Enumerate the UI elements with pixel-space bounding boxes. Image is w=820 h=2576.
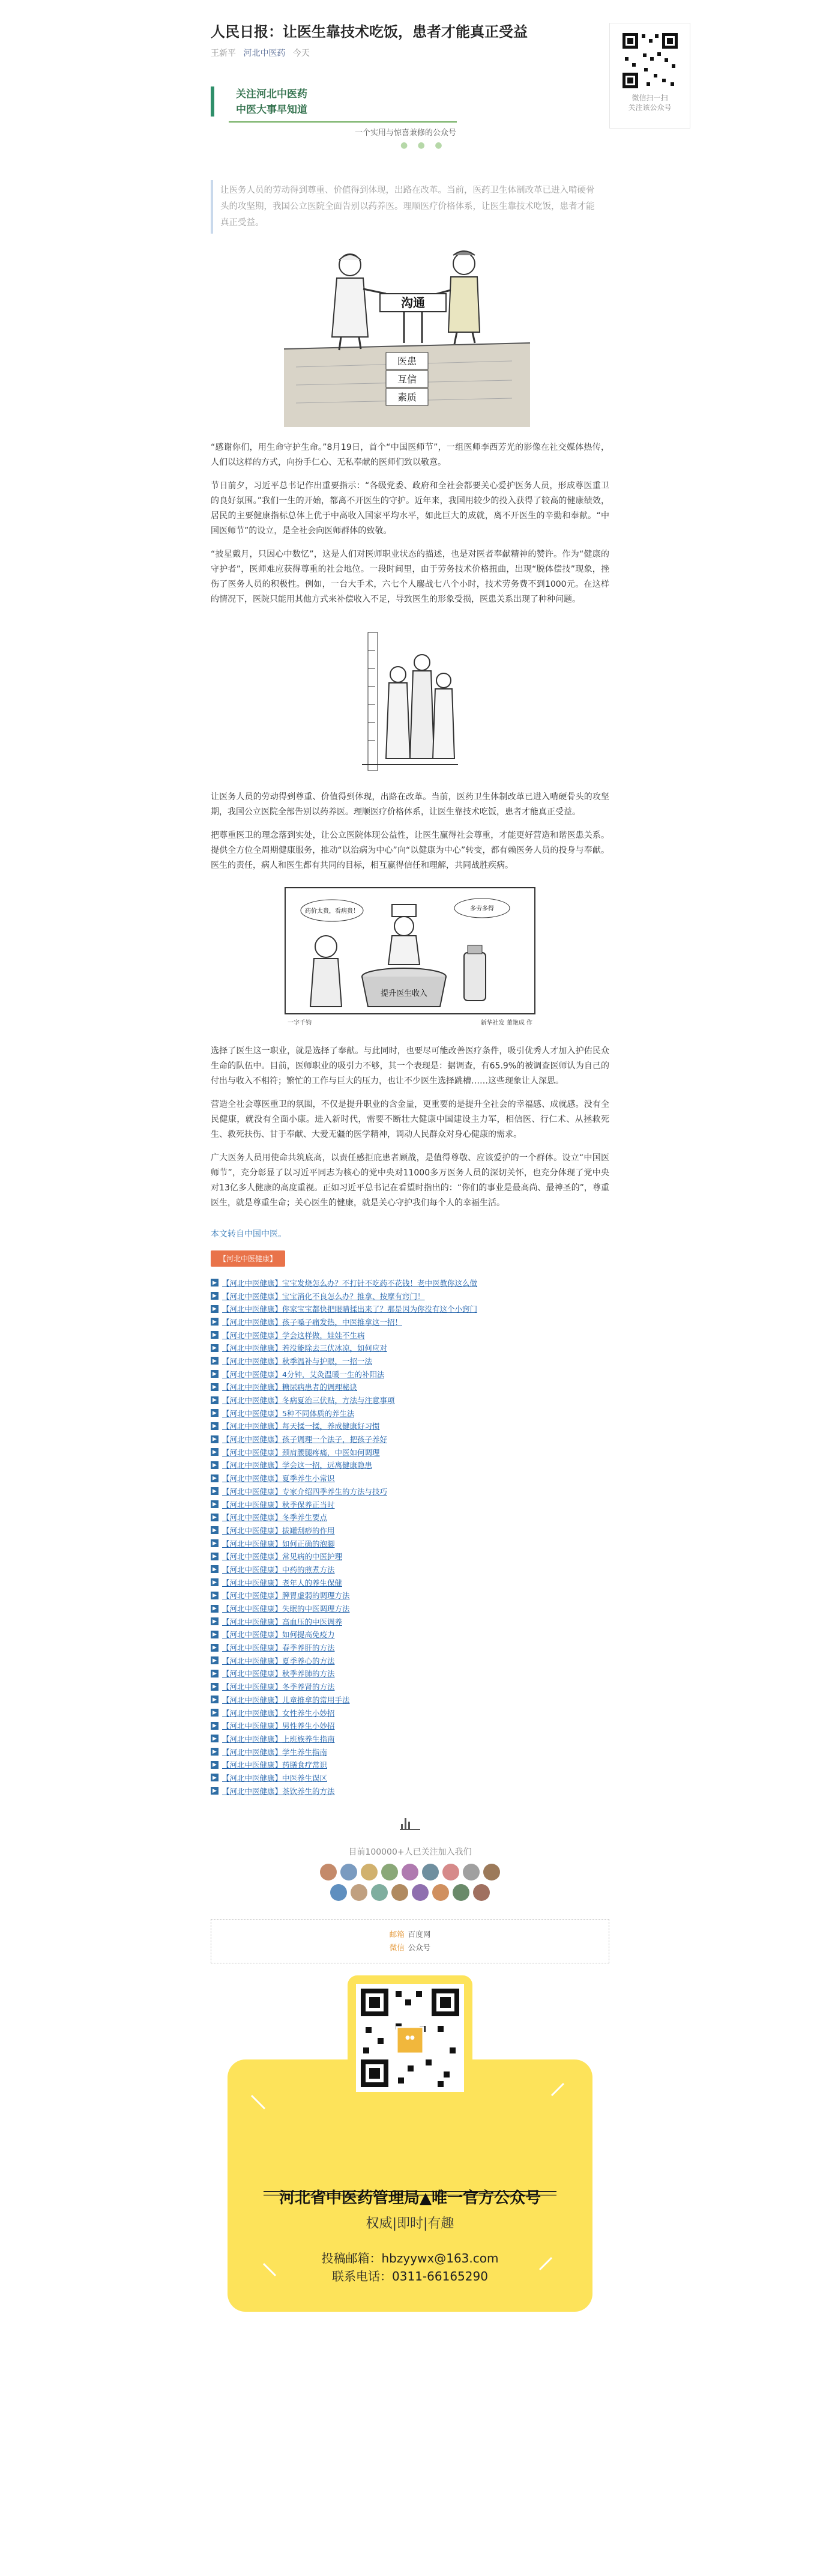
play-bullet-icon <box>211 1774 219 1781</box>
avatar <box>442 1864 459 1880</box>
avatar <box>453 1884 469 1901</box>
play-bullet-icon <box>211 1292 219 1300</box>
related-link-text[interactable]: 【河北中医健康】儿童推拿的常用手法 <box>222 1695 350 1705</box>
play-bullet-icon <box>211 1722 219 1730</box>
play-bullet-icon <box>211 1422 219 1430</box>
play-bullet-icon <box>211 1565 219 1573</box>
paragraph: “披星戴月，只因心中数忆”，这是人们对医师职业状态的描述，也是对医者奉献精神的赞许。作为“健康的守护者”，医师难应获得尊重的社会地位。一段时间里，由于劳务技术价格扭曲，出现“脱体偿技”现象，挫伤了医务人员的积极性。例如，一台大手术，六七个人鏖战七八个小时，技术劳务费不到1000元。在这样的情况下，医院只能用其他方式来补偿收入不足，导致医生的形象受损，医患关系出现了种种问题。 <box>211 550 609 604</box>
avatar <box>391 1884 408 1901</box>
email-value[interactable]: hbzyywx@163.com <box>381 2250 499 2265</box>
play-bullet-icon <box>211 1370 219 1378</box>
avatar <box>320 1864 337 1880</box>
article-summary: 让医务人员的劳动得到尊重、价值得到体现，出路在改革。当前，医药卫生体制改革已进入啃硬骨头的攻坚期，我国公立医院全面告别以药养医。理顺医疗价格体系，让医生靠技术吃饭，患者才能真正受益。 <box>211 180 609 234</box>
banner-line2: 中医大事早知道 <box>236 104 307 116</box>
related-link[interactable] <box>211 1341 609 1354</box>
related-link[interactable] <box>211 1381 609 1394</box>
avatar <box>381 1864 398 1880</box>
banner-line1: 关注河北中医药 <box>236 88 307 100</box>
play-bullet-icon <box>211 1396 219 1404</box>
related-link-text[interactable]: 【河北中医健康】拔罐刮痧的作用 <box>222 1526 335 1535</box>
paragraph: 选择了医生这一职业，就是选择了奉献。与此同时，也要尽可能改善医疗条件，吸引优秀人才加入护佑民众生命的队伍中。目前，医师职业的吸引力不够，其一个表现是：据调查，有65.9%的被调查医师认为自己的付出与收入不相符；繁忙的工作与巨大的压力，也让不少医生选择跳槽……这些现象让人深思。 <box>211 1046 609 1086</box>
avatar <box>412 1884 429 1901</box>
related-link-text[interactable]: 【河北中医健康】你家宝宝都快把眼睛揉出来了？那是因为你没有这个小窍门 <box>222 1305 478 1314</box>
related-link[interactable] <box>211 1459 609 1472</box>
related-link-text[interactable]: 【河北中医健康】冬季养肾的方法 <box>222 1682 335 1692</box>
avatar <box>432 1884 449 1901</box>
related-link-text[interactable]: 【河北中医健康】宝宝发烧怎么办？不打针不吃药不花钱！老中医教你这么做 <box>222 1278 478 1288</box>
related-link-text[interactable]: 【河北中医健康】宝宝消化不良怎么办？推拿、按摩有窍门！ <box>222 1291 425 1301</box>
related-link[interactable] <box>211 1276 609 1290</box>
paragraph: 把尊重医卫的理念落到实处，让公立医院体现公益性，让医生赢得社会尊重，才能更好营造和谐医患关系。提供全方位全周期健康服务，推动“以治病为中心”向“以健康为中心”转变，都有赖医务人员的投身与奉献。医生的责任，病人和医生都有共同的目标，相互赢得信任和理解，共同战胜疾病。 <box>211 831 609 870</box>
related-link[interactable] <box>211 1680 609 1693</box>
pot-label: 提升医生收入 <box>380 989 428 998</box>
related-link-text[interactable]: 【河北中医健康】失眠的中医调理方法 <box>222 1604 350 1614</box>
related-link-text[interactable]: 【河北中医健康】每天揉一揉，养成健康好习惯 <box>222 1422 380 1431</box>
play-bullet-icon <box>211 1526 219 1534</box>
banner-stripe <box>211 86 214 117</box>
qr-code-icon <box>620 31 680 91</box>
related-link[interactable] <box>211 1667 609 1680</box>
related-link-text[interactable]: 【河北中医健康】男性养生小妙招 <box>222 1721 335 1731</box>
cartoon-doctors-height <box>211 620 609 777</box>
related-link[interactable] <box>211 1537 609 1550</box>
play-bullet-icon <box>211 1617 219 1625</box>
related-link-text[interactable]: 【河北中医健康】孩子嗓子痛发热，中医推拿这一招！ <box>222 1317 403 1327</box>
play-bullet-icon <box>211 1696 219 1703</box>
related-link-text[interactable]: 【河北中医健康】常见病的中医护理 <box>222 1552 343 1562</box>
related-link-text[interactable]: 【河北中医健康】冬季养生要点 <box>222 1513 328 1523</box>
related-link-text[interactable]: 【河北中医健康】5种不同体质的养生法 <box>222 1408 355 1418</box>
avatar <box>463 1864 480 1880</box>
related-link-text[interactable]: 【河北中医健康】茶饮养生的方法 <box>222 1786 335 1796</box>
related-link[interactable] <box>211 1393 609 1407</box>
related-link[interactable] <box>211 1407 609 1420</box>
article-meta <box>211 47 609 59</box>
avatar <box>402 1864 418 1880</box>
related-link-text[interactable]: 【河北中医健康】夏季养心的方法 <box>222 1656 335 1665</box>
qr-caption-1: 微信扫一扫 <box>632 94 668 102</box>
paragraph: 广大医务人员用使命共筑底高，以责任感拒庇患者顾战，是值得尊敬、应该爱护的一个群体。设立“中国医师节”，充分彰显了以习近平同志为核心的党中央对11000多万医务人员的深切关怀，也充分体现了党中央对13亿多人健康的高度重视。正如习近平总书记在看望时指出的：“你们的事业是最高尚、最神圣的”，尊重医生，就是尊重生命；关心医生的健康，就是关心守护我们每个人的幸福生活。 <box>211 1153 609 1208</box>
related-link-text[interactable]: 【河北中医健康】如何提高免疫力 <box>222 1630 335 1640</box>
related-link[interactable] <box>211 1576 609 1589</box>
related-link[interactable] <box>211 1432 609 1446</box>
related-link[interactable] <box>211 1420 609 1433</box>
related-link[interactable] <box>211 1485 609 1498</box>
promo-poster <box>211 1975 609 2312</box>
related-link[interactable] <box>211 1563 609 1576</box>
banner-rule <box>229 121 457 123</box>
related-link-text[interactable]: 【河北中医健康】中药的煎煮方法 <box>222 1565 335 1574</box>
avatar <box>330 1884 347 1901</box>
contact-value-2: 公众号 <box>408 1942 431 1952</box>
play-bullet-icon <box>211 1514 219 1521</box>
related-link[interactable] <box>211 1589 609 1602</box>
sign-text: 沟通 <box>401 295 425 310</box>
word-3: 素质 <box>397 392 417 403</box>
followers-count: 目前100000+人已关注加入我们 <box>348 1847 472 1857</box>
article-title: 人民日报：让医生靠技术吃饭，患者才能真正受益 <box>211 23 528 40</box>
related-link[interactable] <box>211 1329 609 1342</box>
contact-value-1: 百度网 <box>408 1929 431 1939</box>
play-bullet-icon <box>211 1344 219 1352</box>
related-link-text[interactable]: 【河北中医健康】高血压的中医调养 <box>222 1617 343 1626</box>
play-bullet-icon <box>211 1656 219 1664</box>
avatar <box>361 1864 378 1880</box>
play-bullet-icon <box>211 1709 219 1717</box>
related-link-text[interactable]: 【河北中医健康】秋季保养正当时 <box>222 1500 335 1509</box>
related-link-text[interactable]: 【河北中医健康】4分钟，艾灸温暖一生的补阳法 <box>222 1369 385 1379</box>
related-link[interactable] <box>211 1615 609 1628</box>
play-bullet-icon <box>211 1787 219 1795</box>
related-link[interactable] <box>211 1771 609 1784</box>
related-link[interactable] <box>211 1784 609 1798</box>
word-1: 医患 <box>397 356 417 367</box>
related-link[interactable] <box>211 1628 609 1641</box>
play-bullet-icon <box>211 1605 219 1613</box>
play-bullet-icon <box>211 1279 219 1286</box>
article-page <box>211 0 609 2312</box>
related-link[interactable] <box>211 1446 609 1459</box>
play-bullet-icon <box>211 1553 219 1560</box>
play-bullet-icon <box>211 1305 219 1313</box>
related-link[interactable] <box>211 1524 609 1537</box>
play-bullet-icon <box>211 1474 219 1482</box>
related-link[interactable] <box>211 1354 609 1368</box>
play-bullet-icon <box>211 1761 219 1769</box>
related-link-text[interactable]: 【河北中医健康】学生养生指南 <box>222 1747 328 1757</box>
cartoon-communication <box>211 247 609 427</box>
play-bullet-icon <box>211 1357 219 1365</box>
play-bullet-icon <box>211 1435 219 1443</box>
cartoon-income <box>211 886 609 1031</box>
right-bubble: 多劳多得 <box>470 906 494 912</box>
paragraph: “感谢你们，用生命守护生命。”8月19日，首个“中国医师节”，一组医师李西芳光的影像在社交媒体热传，人们以这样的方式，向扮手仁心、无私奉献的医师们致以敬意。 <box>211 443 609 467</box>
related-link[interactable] <box>211 1471 609 1485</box>
paragraph: 让医务人员的劳动得到尊重、价值得到体现，出路在改革。当前，医药卫生体制改革已进入啃硬骨头的攻坚期，我国公立医院全部告别以药养医。理顺医疗价格体系，让医生靠技术吃饭，患者才能真正受益。 <box>211 792 609 817</box>
left-bubble: 药价太贵，看病贵！ <box>305 908 359 915</box>
qr-caption-2: 关注该公众号 <box>628 103 672 112</box>
promo-contact <box>211 2249 609 2285</box>
source-link[interactable]: 河北中医药 <box>243 49 286 58</box>
related-link-text[interactable]: 【河北中医健康】颈肩腰腿疼痛，中医如何调理 <box>222 1447 380 1457</box>
doctors-cartoon <box>362 620 458 777</box>
banner-subtitle: 一个实用与惊喜兼修的公众号 <box>355 129 457 138</box>
avatar <box>473 1884 490 1901</box>
doctor-patient-cartoon <box>284 247 536 427</box>
play-bullet-icon <box>211 1409 219 1417</box>
related-link[interactable] <box>211 1641 609 1654</box>
caption-right: 新华社发 董艳成 作 <box>480 1020 532 1026</box>
word-2: 互信 <box>397 374 417 385</box>
related-link[interactable] <box>211 1732 609 1745</box>
svg-text:●●: ●● <box>405 2034 415 2041</box>
related-link-text[interactable]: 【河北中医健康】药膳食疗常识 <box>222 1760 328 1770</box>
related-link-text[interactable]: 【河北中医健康】糖尿病患者的调理秘诀 <box>222 1383 358 1392</box>
play-bullet-icon <box>211 1487 219 1495</box>
play-bullet-icon <box>211 1578 219 1586</box>
related-link-text[interactable]: 【河北中医健康】上班族养生指南 <box>222 1734 335 1744</box>
related-link-text[interactable]: 【河北中医健康】老年人的养生保健 <box>222 1578 343 1587</box>
play-bullet-icon <box>211 1592 219 1599</box>
related-link[interactable] <box>211 1719 609 1732</box>
income-cartoon <box>284 886 536 1031</box>
play-bullet-icon <box>211 1500 219 1508</box>
related-link[interactable] <box>211 1706 609 1720</box>
related-link-text[interactable]: 【河北中医健康】秋季温补与护眼，一招一法 <box>222 1356 373 1366</box>
related-link[interactable] <box>211 1302 609 1315</box>
follow-banner <box>211 74 609 165</box>
related-link-text[interactable]: 【河北中医健康】春季养肝的方法 <box>222 1643 335 1653</box>
play-bullet-icon <box>211 1539 219 1547</box>
play-bullet-icon <box>211 1318 219 1326</box>
phone-value: 0311-66165290 <box>392 2268 488 2284</box>
date: 今天 <box>292 49 310 58</box>
play-bullet-icon <box>211 1448 219 1456</box>
bar-chart-icon <box>400 1816 420 1830</box>
contact-key-1: 邮箱 <box>389 1929 405 1939</box>
reprint-note: 本文转自中国中医。 <box>211 1229 286 1239</box>
section-tag: 【河北中医健康】 <box>211 1250 285 1267</box>
play-bullet-icon <box>211 1644 219 1652</box>
related-link[interactable] <box>211 1758 609 1771</box>
related-link-text[interactable]: 【河北中医健康】若没能除去三伏冰凉，如何应对 <box>222 1344 388 1353</box>
play-bullet-icon <box>211 1748 219 1756</box>
related-link[interactable] <box>211 1602 609 1615</box>
play-bullet-icon <box>211 1331 219 1339</box>
email-label: 投稿邮箱： <box>321 2250 382 2265</box>
related-link-text[interactable]: 【河北中医健康】孩子调理一个法子，把孩子养好 <box>222 1435 388 1444</box>
related-links-list <box>211 1276 609 1798</box>
caption-left: 一字千钧 <box>288 1020 312 1026</box>
related-link[interactable] <box>211 1693 609 1706</box>
play-bullet-icon <box>211 1383 219 1391</box>
contact-key-2: 微信 <box>389 1942 405 1952</box>
contact-box <box>211 1919 609 1963</box>
related-link[interactable] <box>211 1290 609 1303</box>
related-link[interactable] <box>211 1745 609 1759</box>
banner-dots: ● ● ● <box>400 141 446 150</box>
promo-tagline: 权威|即时|有趣 <box>366 2216 454 2231</box>
play-bullet-icon <box>211 1735 219 1742</box>
related-link-text[interactable]: 【河北中医健康】专家介绍四季养生的方法与技巧 <box>222 1487 388 1496</box>
banner-title <box>236 86 307 118</box>
side-qr-card <box>609 23 690 129</box>
related-link-text[interactable]: 【河北中医健康】如何正确的泡脚 <box>222 1539 335 1548</box>
promo-slogan: 河北省中医药管理局▲唯一官方公众号 <box>279 2189 541 2207</box>
play-bullet-icon <box>211 1670 219 1677</box>
related-link[interactable] <box>211 1511 609 1524</box>
avatar <box>422 1864 439 1880</box>
related-link-text[interactable]: 【河北中医健康】夏季养生小常识 <box>222 1474 335 1483</box>
related-link-text[interactable]: 【河北中医健康】冬病夏治三伏贴，方法与注意事项 <box>222 1396 395 1405</box>
related-link-text[interactable]: 【河北中医健康】女性养生小妙招 <box>222 1708 335 1718</box>
related-link[interactable] <box>211 1368 609 1381</box>
related-link-text[interactable]: 【河北中医健康】中医养生误区 <box>222 1773 328 1783</box>
related-link[interactable] <box>211 1654 609 1667</box>
play-bullet-icon <box>211 1631 219 1638</box>
avatar <box>371 1884 388 1901</box>
follower-avatars <box>317 1864 503 1901</box>
paragraph: 节日前夕，习近平总书记作出重要指示：“各级党委、政府和全社会都要关心爱护医务人员，形成尊医重卫的良好氛围。”我们一生的开始，都离不开医生的守护。近年来，我国用较少的投入获得了较高的健康绩效，居民的主要健康指标总体上优于中高收入国家平均水平，如此巨大的成就，离不开医生的辛勤和奉献。“中国医师节”的设立，是全社会向医师群体的致敬。 <box>211 481 609 536</box>
play-bullet-icon <box>211 1461 219 1469</box>
related-link-text[interactable]: 【河北中医健康】学会这一招，远离健康隐患 <box>222 1461 373 1470</box>
play-bullet-icon <box>211 1683 219 1691</box>
related-link-text[interactable]: 【河北中医健康】秋季养肺的方法 <box>222 1669 335 1679</box>
related-link[interactable] <box>211 1550 609 1563</box>
related-link[interactable] <box>211 1498 609 1511</box>
related-link-text[interactable]: 【河北中医健康】脾胃虚弱的调理方法 <box>222 1591 350 1601</box>
related-link-text[interactable]: 【河北中医健康】学会这样做，娃娃不生病 <box>222 1330 365 1340</box>
avatar <box>483 1864 500 1880</box>
avatar <box>351 1884 367 1901</box>
author: 王新平 <box>211 49 236 58</box>
avatar <box>340 1864 357 1880</box>
related-link[interactable] <box>211 1315 609 1329</box>
phone-label: 联系电话： <box>332 2268 393 2284</box>
paragraph: 营造全社会尊医重卫的氛围，不仅是提升职业的含金量，更重要的是提升全社会的幸福感、成就感。没有全民健康，就没有全面小康。进入新时代，需要不断壮大健康中国建设主力军，相信医、行仁术、从拯救死生、救死扶伤、甘于奉献、大爱无疆的医学精神，调动人民群众对身心健康的需求。 <box>211 1100 609 1139</box>
